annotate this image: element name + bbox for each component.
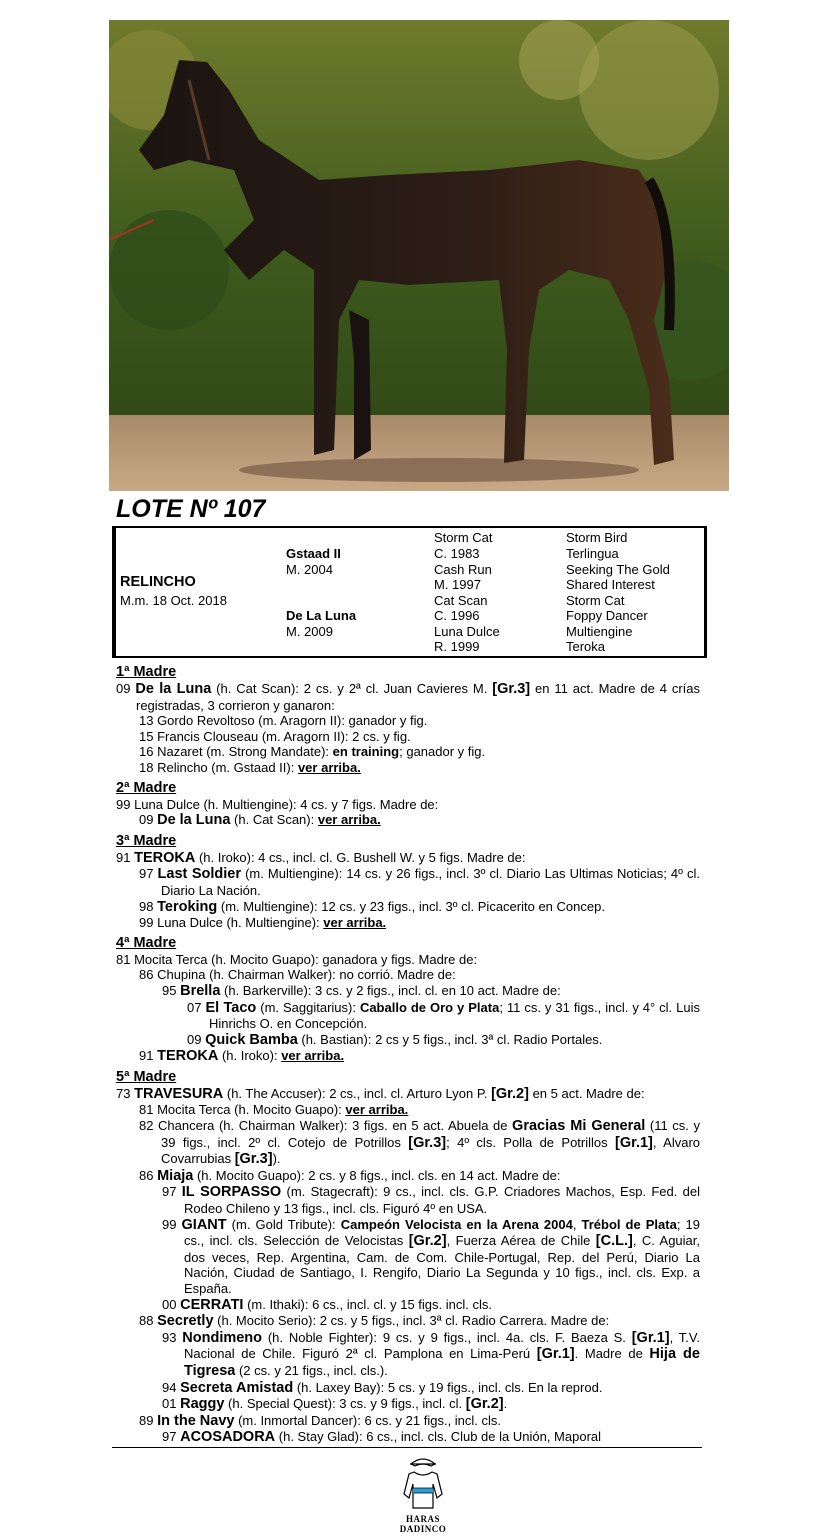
gen4-name: Seeking The Gold <box>566 562 670 577</box>
produce-entry: 91 TEROKA (h. Iroko): ver arriba. <box>139 1048 345 1065</box>
haras-logo <box>383 1454 463 1534</box>
produce-entry: 98 Teroking (m. Multiengine): 12 cs. y 23 figs., incl. 3º cl. Picacerito en Concep. <box>139 898 605 915</box>
footer-divider <box>112 1447 702 1448</box>
horse-info: M.m. 18 Oct. 2018 <box>120 593 227 608</box>
gen4-name: Teroka <box>566 639 606 654</box>
produce-entry: 97 Last Soldier (m. Multiengine): 14 cs. y 26 figs., incl. 3º cl. Diario Las Ultimas Noticias; 4º cl. Diario La Nación. <box>139 866 700 898</box>
produce-entry: 82 Chancera (h. Chairman Walker): 3 figs. en 5 act. Abuela de Gracias Mi General (11 cs. y 39 figs., incl. 2º cl. Cotejo de Potrillos [Gr.3]; 4º cls. Polla de Potrillos [Gr.1], Alvaro Covarrubias [Gr.3]). <box>139 1118 701 1168</box>
dam-entry: 91 TEROKA (h. Iroko): 4 cs., incl. cl. G. Bushell W. y 5 figs. Madre de: <box>116 849 526 866</box>
dam-entry: 73 TRAVESURA (h. The Accuser): 2 cs., incl. cl. Arturo Lyon P. [Gr.2] en 5 act. Madre de: <box>116 1085 645 1102</box>
produce-entry: 15 Francis Clouseau (m. Aragorn II): 2 cs. y fig. <box>139 728 411 744</box>
jockey-silks-icon <box>401 1454 445 1512</box>
gen3-info: C. 1983 <box>434 546 480 561</box>
lot-title: LOTE Nº 107 <box>116 495 266 523</box>
gen4-name: Storm Bird <box>566 530 628 545</box>
gen3-info: M. 1997 <box>434 577 481 592</box>
produce-entry: 97 IL SORPASSO (m. Stagecraft): 9 cs., incl. cls. G.P. Criadores Machos, Esp. Fed. del Rodeo Chileno y 13 figs., incl. cls. Figuró 4º en USA. <box>162 1184 700 1217</box>
gen4-name: Storm Cat <box>566 593 625 608</box>
sire-name: Gstaad II <box>286 546 341 561</box>
produce-entry: 07 El Taco (m. Saggitarius): Caballo de Oro y Plata; 11 cs. y 31 figs., incl. y 4° cl. Luis Hinrichs O. en Concepción. <box>187 999 700 1032</box>
produce-entry: 01 Raggy (h. Special Quest): 3 cs. y 9 figs., incl. cl. [Gr.2]. <box>162 1396 508 1413</box>
dam-entry: 99 Luna Dulce (h. Multiengine): 4 cs. y 7 figs. Madre de: <box>116 796 439 812</box>
dam-info: M. 2009 <box>286 624 333 639</box>
produce-entry: 93 Nondimeno (h. Noble Fighter): 9 cs. y 9 figs., incl. 4a. cls. F. Baeza S. [Gr.1], T.V. Nacional de Chile. Figuró 2ª cl. Pamplona en Lima-Perú [Gr.1]. Madre de Hija de Tigresa (2 cs. y 21 figs., incl. cls.). <box>162 1329 700 1379</box>
dam-name: De La Luna <box>286 608 357 623</box>
produce-entry: 89 In the Navy (m. Inmortal Dancer): 6 cs. y 21 figs., incl. cls. <box>139 1412 502 1429</box>
pedigree-table <box>112 526 707 658</box>
gen4-name: Multiengine <box>566 624 633 639</box>
produce-entry: 86 Chupina (h. Chairman Walker): no corrió. Madre de: <box>139 967 456 983</box>
family-record <box>116 664 700 1446</box>
produce-entry: 00 CERRATI (m. Ithaki): 6 cs., incl. cl. y 15 figs. incl. cls. <box>162 1296 492 1313</box>
sire-info: M. 2004 <box>286 562 333 577</box>
produce-entry: 88 Secretly (h. Mocito Serio): 2 cs. y 5 figs., incl. 3ª cl. Radio Carrera. Madre de: <box>139 1313 610 1330</box>
produce-entry: 86 Miaja (h. Mocito Guapo): 2 cs. y 8 figs., incl. cls. en 14 act. Madre de: <box>139 1167 561 1184</box>
brand-name: HARAS DADINCO <box>399 1514 447 1534</box>
dam-entry: 81 Mocita Terca (h. Mocito Guapo): ganadora y figs. Madre de: <box>116 951 478 967</box>
section-heading: 5ª Madre <box>116 1068 177 1085</box>
gen3-info: R. 1999 <box>434 639 480 654</box>
horse-name: RELINCHO <box>120 574 196 590</box>
section-heading: 1ª Madre <box>116 664 177 680</box>
produce-entry: 97 ACOSADORA (h. Stay Glad): 6 cs., incl. cls. Club de la Unión, Maporal <box>162 1429 602 1446</box>
gen4-name: Shared Interest <box>566 577 655 592</box>
section-heading: 2ª Madre <box>116 779 177 796</box>
produce-entry: 18 Relincho (m. Gstaad II): ver arriba. <box>139 759 361 775</box>
section-heading: 4ª Madre <box>116 934 177 951</box>
produce-entry: 09 Quick Bamba (h. Bastian): 2 cs y 5 figs., incl. 3ª cl. Radio Portales. <box>187 1031 603 1048</box>
gen3-info: C. 1996 <box>434 608 480 623</box>
produce-entry: 81 Mocita Terca (h. Mocito Guapo): ver arriba. <box>139 1102 409 1118</box>
produce-entry: 94 Secreta Amistad (h. Laxey Bay): 5 cs. y 19 figs., incl. cls. En la reprod. <box>162 1379 603 1396</box>
produce-entry: 09 De la Luna (h. Cat Scan): ver arriba. <box>139 812 381 829</box>
produce-entry: 99 Luna Dulce (h. Multiengine): ver arriba. <box>139 915 387 931</box>
section-heading: 3ª Madre <box>116 832 177 849</box>
gen4-name: Foppy Dancer <box>566 608 648 623</box>
gen3-name: Cash Run <box>434 562 492 577</box>
produce-entry: 95 Brella (h. Barkerville): 3 cs. y 2 figs., incl. cl. en 10 act. Madre de: <box>162 982 561 999</box>
dam-entry: 09 De la Luna (h. Cat Scan): 2 cs. y 2ª cl. Juan Cavieres M. [Gr.3] en 11 act. Madre de 4 crías registradas, 3 corrieron y ganaron: <box>116 681 701 713</box>
gen4-name: Terlingua <box>566 546 619 561</box>
produce-entry: 13 Gordo Revoltoso (m. Aragorn II): ganador y fig. <box>139 713 428 729</box>
gen3-name: Luna Dulce <box>434 624 500 639</box>
produce-entry: 16 Nazaret (m. Strong Mandate): en training; ganador y fig. <box>139 744 486 760</box>
horse-photo <box>109 20 729 491</box>
produce-entry: 99 GIANT (m. Gold Tribute): Campeón Velocista en la Arena 2004, Trébol de Plata; 19 cs., incl. cls. Selección de Velocistas [Gr.2], Fuerza Aérea de Chile [C.L.], C. Aguiar, dos veces, Rep. Argentina, Cam. de Com. Chile-Portugal, Rep. del Perú, Diario La Nación, Ciudad de Santiago, I. Rengifo, Diario La Segunda y 10 figs., incl. cls. Exp. a España. <box>162 1216 701 1296</box>
gen3-name: Cat Scan <box>434 593 488 608</box>
gen3-name: Storm Cat <box>434 530 493 545</box>
